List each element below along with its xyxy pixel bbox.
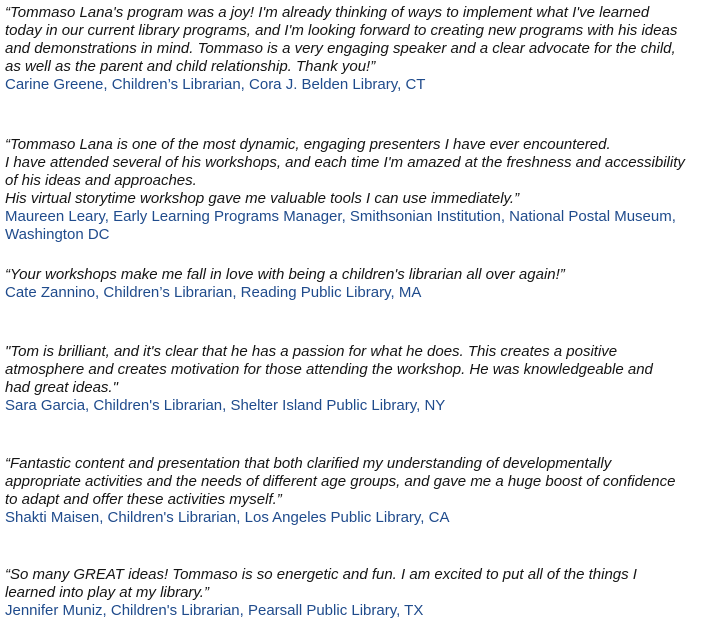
quote-line: “Tommaso Lana is one of the most dynamic, engaging presenters I have ever encountered.: [5, 136, 611, 153]
quote-line: learned into play at my library.”: [5, 584, 209, 601]
quote-line: “Your workshops make me fall in love with being a children's librarian all over again!”: [5, 266, 565, 283]
quote-line: today in our current library programs, and I'm looking forward to creating new programs with his ideas: [5, 22, 678, 39]
attribution: Washington DC: [5, 226, 110, 243]
attribution: Carine Greene, Children’s Librarian, Cora J. Belden Library, CT: [5, 76, 426, 93]
testimonial-5: [5, 455, 717, 527]
quote-line: of his ideas and approaches.: [5, 172, 197, 189]
testimonial-1: [5, 4, 717, 94]
quote-line: “Fantastic content and presentation that both clarified my understanding of developmentally: [5, 455, 612, 472]
quote-line: “So many GREAT ideas! Tommaso is so energetic and fun. I am excited to put all of the things I: [5, 566, 637, 583]
quote-line: and demonstrations in mind. Tommaso is a very engaging speaker and a clear advocate for the child,: [5, 40, 676, 57]
testimonial-4: [5, 343, 717, 415]
quote-line: His virtual storytime workshop gave me valuable tools I can use immediately.”: [5, 190, 520, 207]
quote-line: I have attended several of his workshops, and each time I'm amazed at the freshness and accessibility: [5, 154, 685, 171]
attribution: Maureen Leary, Early Learning Programs Manager, Smithsonian Institution, National Postal Museum,: [5, 208, 676, 225]
quote-line: “Tommaso Lana's program was a joy! I'm already thinking of ways to implement what I've learned: [5, 4, 650, 21]
attribution: Shakti Maisen, Children's Librarian, Los Angeles Public Library, CA: [5, 509, 450, 526]
attribution: Jennifer Muniz, Children's Librarian, Pearsall Public Library, TX: [5, 602, 424, 619]
testimonial-2: [5, 136, 717, 244]
attribution: Cate Zannino, Children’s Librarian, Reading Public Library, MA: [5, 284, 422, 301]
quote-line: had great ideas.": [5, 379, 118, 396]
quote-line: to adapt and offer these activities myself.”: [5, 491, 282, 508]
quote-line: as well as the parent and child relationship. Thank you!”: [5, 58, 376, 75]
testimonial-6: [5, 566, 717, 620]
quote-line: atmosphere and creates motivation for those attending the workshop. He was knowledgeable and: [5, 361, 653, 378]
quote-line: "Tom is brilliant, and it's clear that he has a passion for what he does. This creates a positive: [5, 343, 618, 360]
testimonial-3: [5, 266, 717, 302]
quote-line: appropriate activities and the needs of different age groups, and gave me a huge boost of confidence: [5, 473, 676, 490]
attribution: Sara Garcia, Children's Librarian, Shelter Island Public Library, NY: [5, 397, 446, 414]
